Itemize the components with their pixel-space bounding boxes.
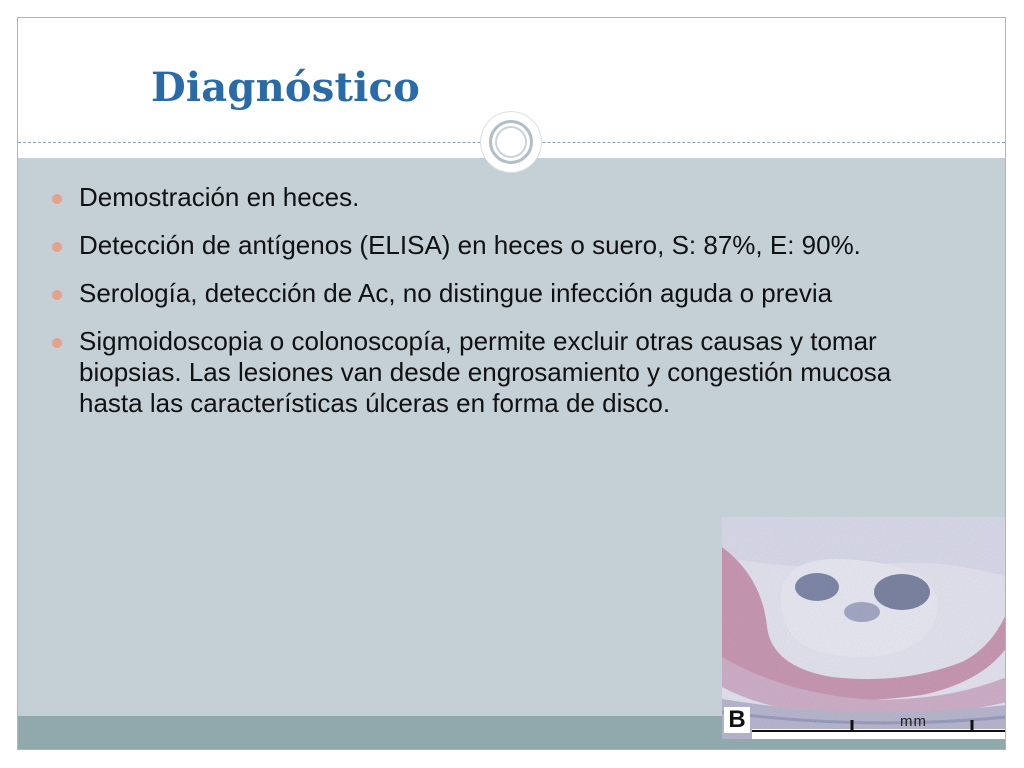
histology-image xyxy=(722,517,1006,739)
bullet-item xyxy=(52,326,952,419)
histology-illustration xyxy=(722,517,1006,739)
slide xyxy=(17,17,1006,750)
bullet-text: Detección de antígenos (ELISA) en heces o suero, S: 87%, E: 90%. xyxy=(79,230,861,260)
bullet-dot-icon xyxy=(52,194,62,204)
bullet-dot-icon xyxy=(52,338,62,348)
bullet-dot-icon xyxy=(52,242,62,252)
bullet-dot-icon xyxy=(52,290,62,300)
ring-icon xyxy=(489,120,533,164)
bullet-text: Serología, detección de Ac, no distingue infección aguda o previa xyxy=(79,278,833,308)
bullet-item xyxy=(52,230,952,261)
bullet-list xyxy=(52,182,952,436)
bullet-item xyxy=(52,182,952,213)
bullet-item xyxy=(52,278,952,309)
bullet-text: Demostración en heces. xyxy=(79,182,360,212)
circle-ornament-icon xyxy=(481,112,541,172)
scale-unit-label: mm xyxy=(900,713,927,730)
bullet-text: Sigmoidoscopia o colonoscopía, permite excluir otras causas y tomar biopsias. Las lesiones van desde engrosamiento y congestión mucosa hasta las características úlceras en forma de disco. xyxy=(79,326,892,418)
figure-panel-label: B xyxy=(724,707,750,733)
slide-title: Diagnóstico xyxy=(151,64,420,111)
